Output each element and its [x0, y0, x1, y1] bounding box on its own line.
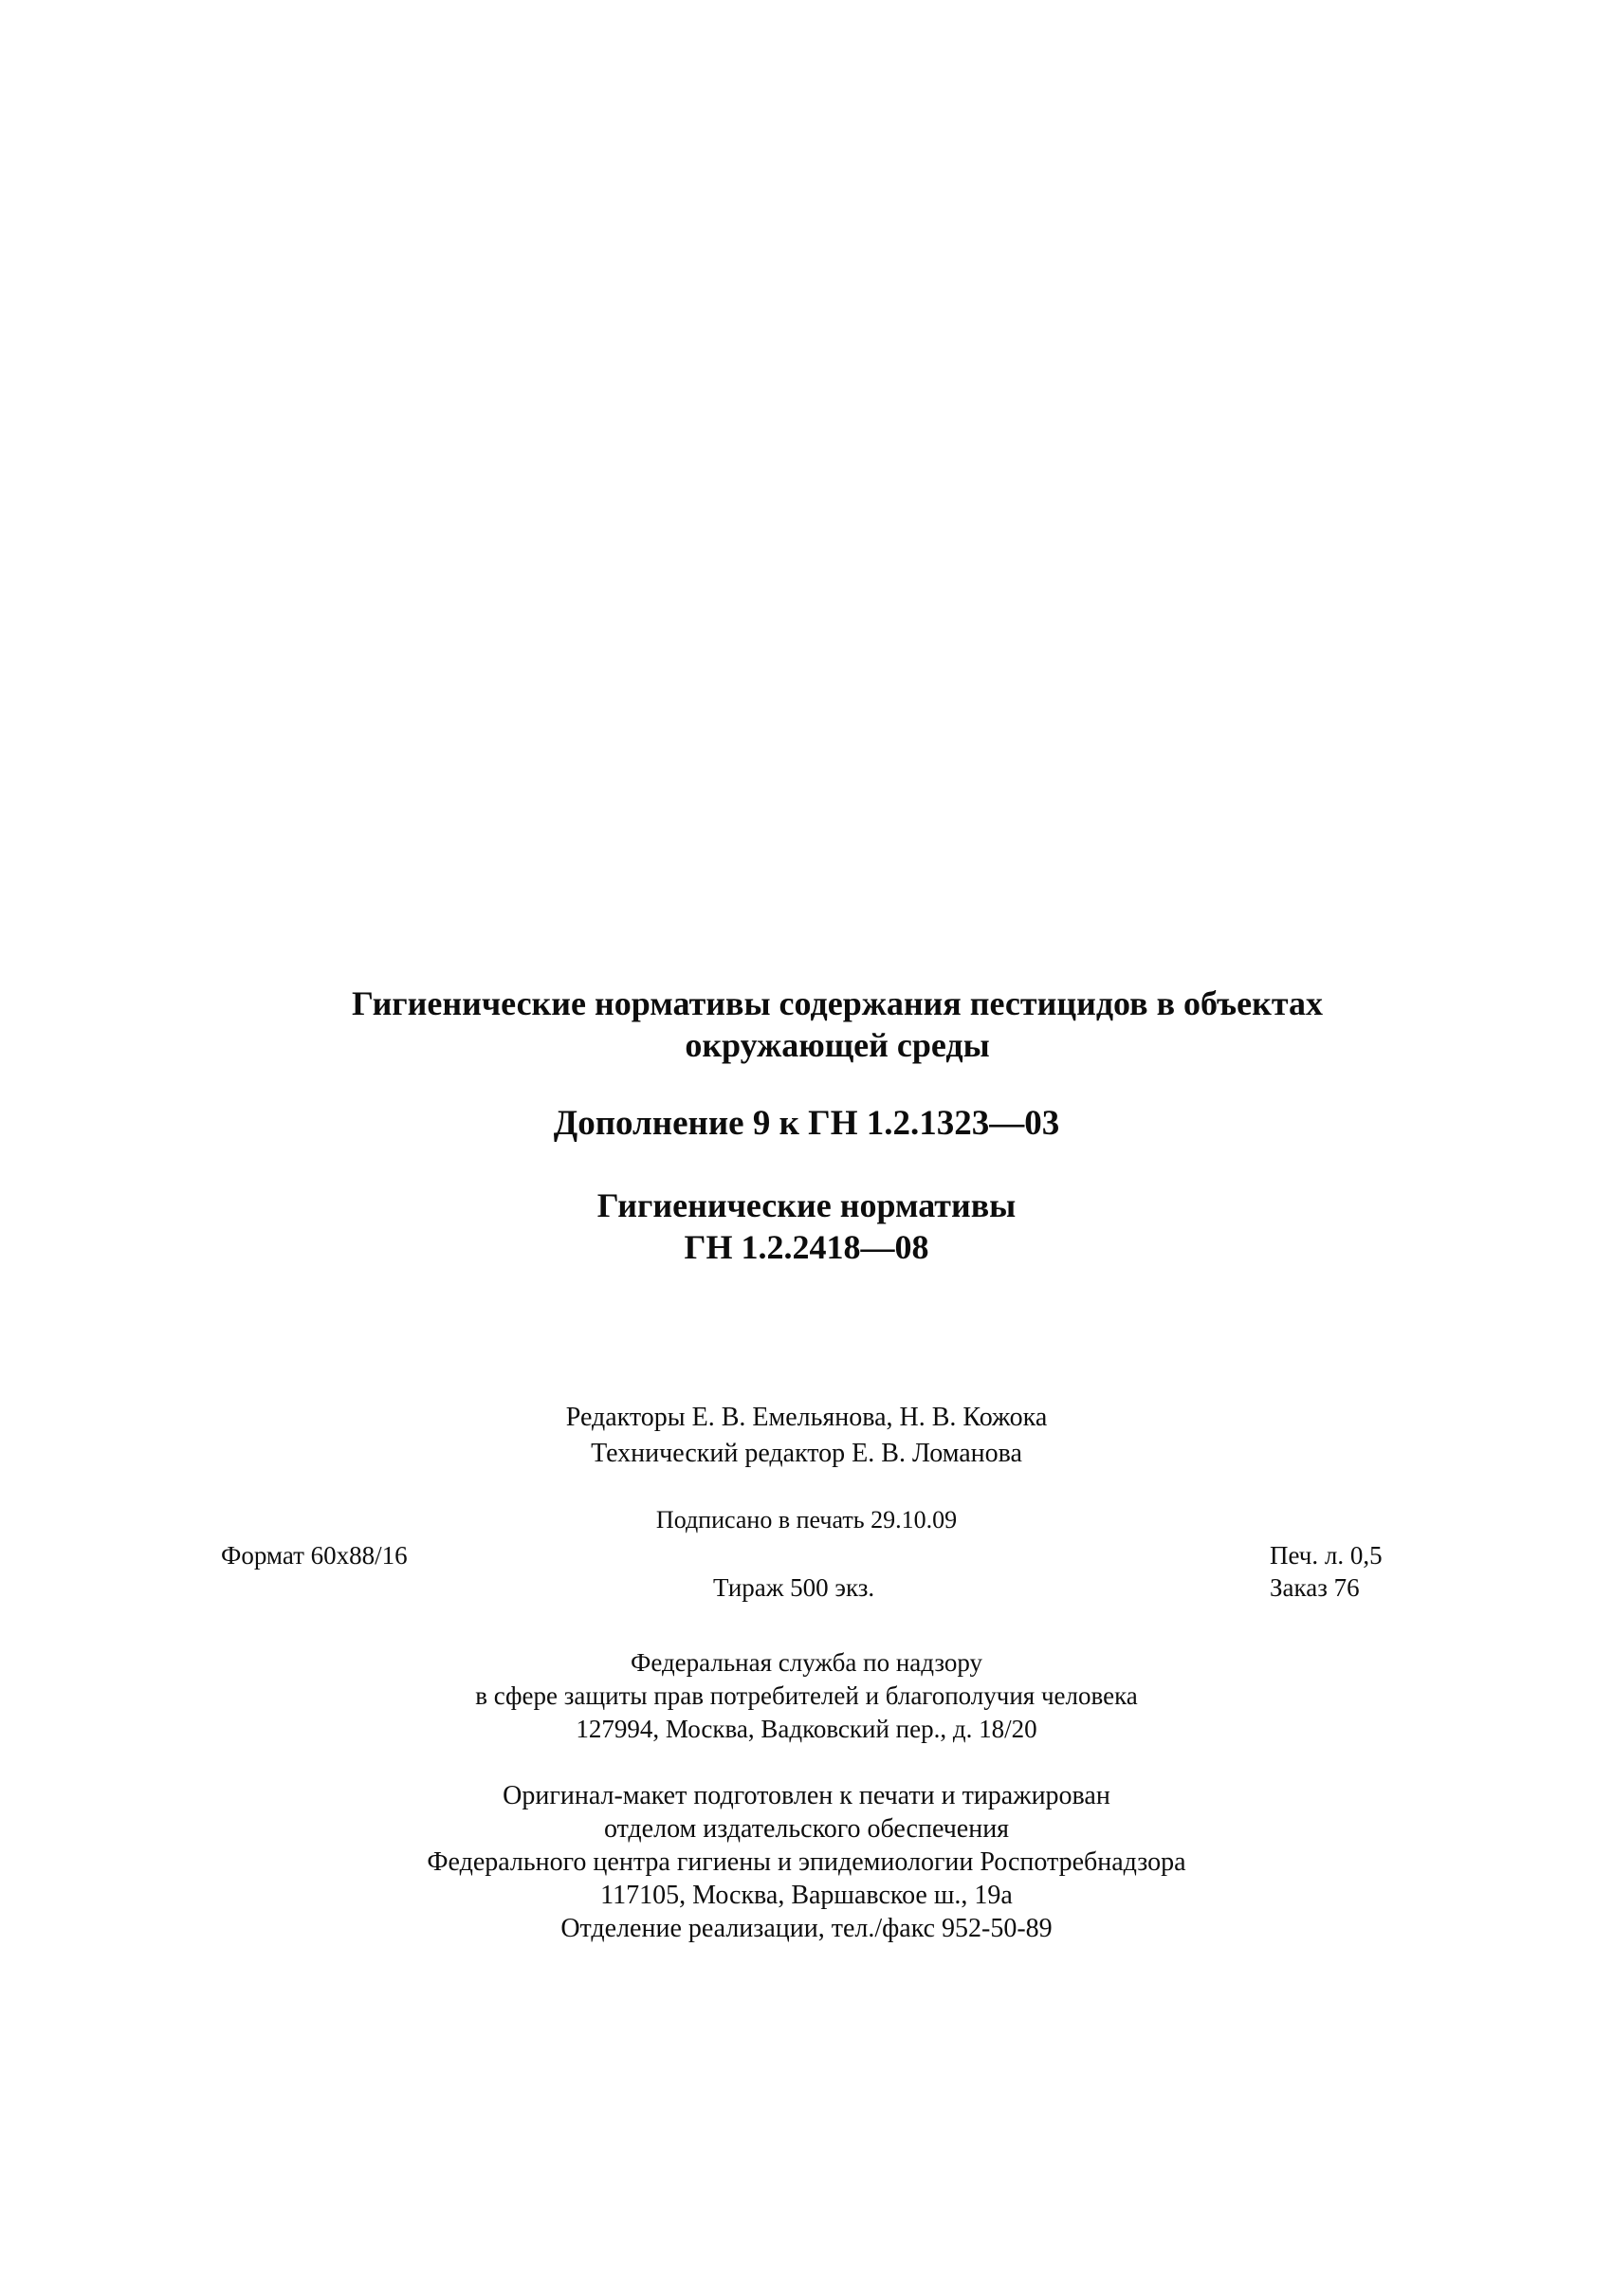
norms-line-2: ГН 1.2.2418—08 [684, 1228, 929, 1266]
signed-to-print: Подписано в печать 29.10.09 [655, 1506, 958, 1534]
print-sheets: Печ. л. 0,5 [1270, 1541, 1383, 1570]
publisher-line-1: Федеральная служба по надзору [630, 1648, 982, 1677]
document-title-line-2: окружающей среды [685, 1026, 990, 1064]
prepared-address: 117105, Москва, Варшавское ш., 19а [600, 1881, 1013, 1910]
technical-editor-line: Технический редактор Е. В. Ломанова [591, 1439, 1022, 1468]
document-title [276, 983, 1399, 1066]
editors-block [0, 1400, 1613, 1472]
supplement-line: Дополнение 9 к ГН 1.2.1323—03 [553, 1104, 1060, 1143]
paper-format: Формат 60x88/16 [221, 1541, 408, 1570]
prepared-line-1: Оригинал-макет подготовлен к печати и тиражирован [503, 1781, 1110, 1810]
document-title-line-1: Гигиенические нормативы содержания пестицидов в объектах [352, 984, 1323, 1022]
prepared-line-2: отделом издательского обеспечения [603, 1814, 1010, 1844]
prepared-line-3: Федерального центра гигиены и эпидемиологии Роспотребнадзора [427, 1847, 1186, 1877]
supplement-heading [0, 1103, 1613, 1145]
publisher-line-2: в сфере защиты прав потребителей и благополучия человека [475, 1681, 1138, 1710]
publisher-address: 127994, Москва, Вадковский пер., д. 18/20 [576, 1715, 1037, 1743]
prepared-by-block [0, 1779, 1613, 1945]
order-number: Заказ 76 [1270, 1573, 1360, 1602]
publisher-block [0, 1646, 1613, 1746]
norms-heading [0, 1185, 1613, 1268]
norms-line-1: Гигиенические нормативы [596, 1186, 1017, 1224]
editors-line: Редакторы Е. В. Емельянова, Н. В. Кожока [565, 1403, 1048, 1432]
print-run: Тираж 500 экз. [713, 1573, 875, 1602]
sales-department-contact: Отделение реализации, тел./факс 952-50-89 [560, 1914, 1053, 1943]
